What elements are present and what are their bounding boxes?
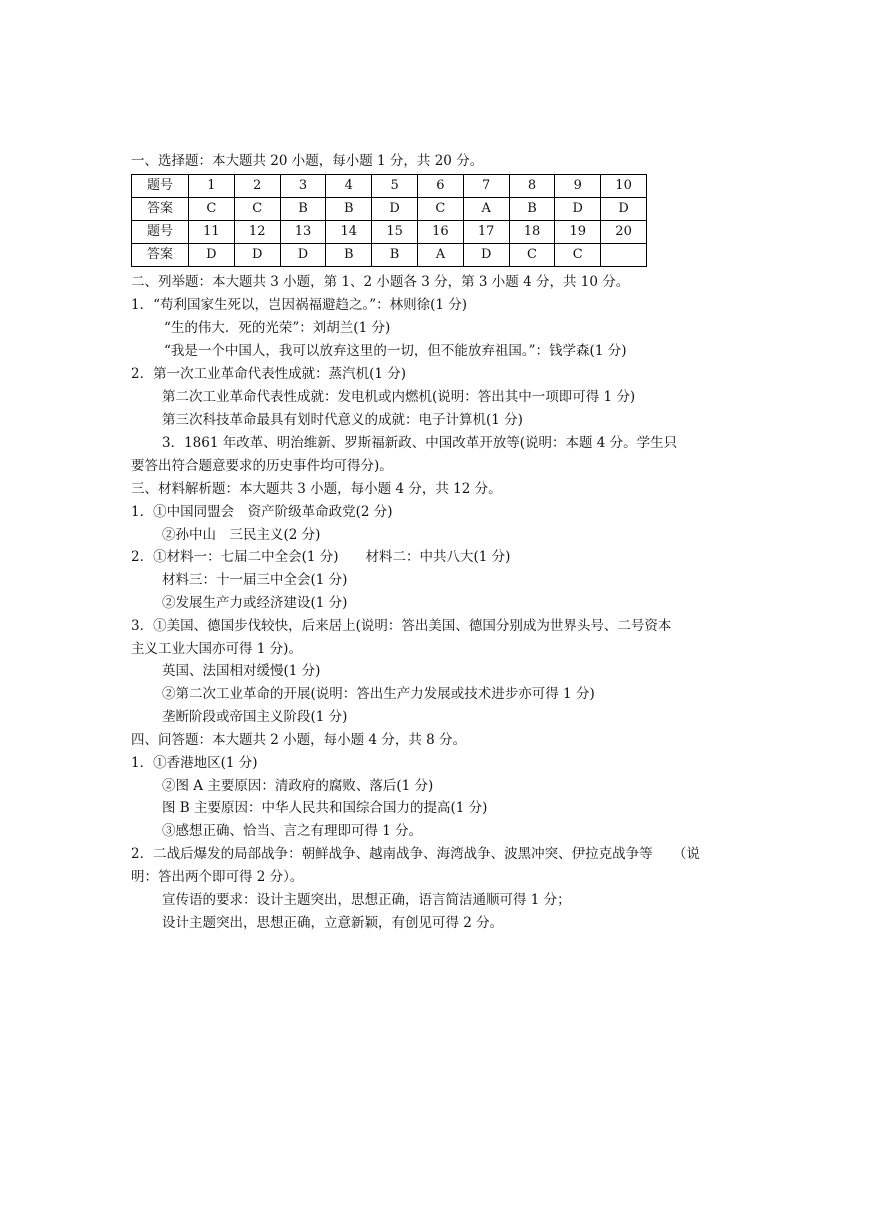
answer-line: 宣传语的要求：设计主题突出，思想正确，语言简洁通顺可得 1 分； <box>162 892 571 908</box>
table-cell: B <box>326 244 372 267</box>
table-row <box>132 175 647 198</box>
table-cell: 11 <box>189 221 235 244</box>
answer-table <box>131 174 647 267</box>
answer-line: 明：答出两个即可得 2 分）。 <box>131 869 304 885</box>
table-cell: 6 <box>417 175 463 198</box>
table-cell: B <box>326 198 372 221</box>
table-cell: B <box>372 244 418 267</box>
answer-line: 1．①中国同盟会 资产阶级革命政党(2 分) <box>131 504 393 520</box>
table-cell: C <box>417 198 463 221</box>
table-cell: D <box>463 244 509 267</box>
table-cell: 20 <box>601 221 647 244</box>
answer-line: 3．1861 年改革、明治维新、罗斯福新政、中国改革开放等(说明：本题 4 分。学生只 <box>162 435 678 451</box>
answer-line: ②图 A 主要原因：清政府的腐败、落后(1 分) <box>162 778 434 794</box>
table-cell: 1 <box>189 175 235 198</box>
table-cell: 9 <box>555 175 601 198</box>
table-cell: 10 <box>601 175 647 198</box>
table-cell: 7 <box>463 175 509 198</box>
answer-line: ②发展生产力或经济建设(1 分) <box>162 595 348 611</box>
answer-line: 1．①香港地区(1 分) <box>131 755 258 771</box>
table-cell: 题号 <box>132 175 189 198</box>
table-cell: 4 <box>326 175 372 198</box>
answer-line: 图 B 主要原因：中华人民共和国综合国力的提高(1 分) <box>162 800 488 816</box>
table-cell: 18 <box>509 221 555 244</box>
table-row <box>132 244 647 267</box>
table-cell: 8 <box>509 175 555 198</box>
table-cell <box>601 244 647 267</box>
table-cell: B <box>509 198 555 221</box>
answer-line: 主义工业大国亦可得 1 分)。 <box>131 641 302 657</box>
table-cell: 答案 <box>132 198 189 221</box>
table-cell: 2 <box>234 175 280 198</box>
table-cell: C <box>234 198 280 221</box>
answer-line: 2．二战后爆发的局部战争：朝鲜战争、越南战争、海湾战争、波黑冲突、伊拉克战争等 （说 <box>131 846 700 862</box>
table-cell: C <box>189 198 235 221</box>
answer-line: ②孙中山 三民主义(2 分) <box>162 527 321 543</box>
answer-line: 3．①美国、德国步伐较快，后来居上(说明：答出美国、德国分别成为世界头号、二号资本 <box>131 618 672 634</box>
table-cell: 17 <box>463 221 509 244</box>
table-cell: 13 <box>280 221 326 244</box>
table-cell: A <box>463 198 509 221</box>
section4-title: 四、问答题：本大题共 2 小题，每小题 4 分，共 8 分。 <box>131 732 467 748</box>
table-cell: D <box>555 198 601 221</box>
table-row <box>132 221 647 244</box>
table-cell: D <box>189 244 235 267</box>
table-cell: 19 <box>555 221 601 244</box>
answer-line: 要答出符合题意要求的历史事件均可得分)。 <box>131 458 393 474</box>
table-cell: 3 <box>280 175 326 198</box>
answer-line: “我是一个中国人，我可以放弃这里的一切，但不能放弃祖国。”：钱学森(1 分) <box>164 343 627 359</box>
table-cell: 5 <box>372 175 418 198</box>
answer-line: 第二次工业革命代表性成就：发电机或内燃机(说明：答出其中一项即可得 1 分) <box>162 389 636 405</box>
table-cell: D <box>280 244 326 267</box>
answer-line: 材料三：十一届三中全会(1 分) <box>162 572 348 588</box>
answer-line: 垄断阶段或帝国主义阶段(1 分) <box>162 709 348 725</box>
answer-line: ②第二次工业革命的开展(说明：答出生产力发展或技术进步亦可得 1 分) <box>162 686 595 702</box>
table-cell: 15 <box>372 221 418 244</box>
table-cell: 答案 <box>132 244 189 267</box>
table-cell: 14 <box>326 221 372 244</box>
table-cell: D <box>372 198 418 221</box>
answer-line: 设计主题突出，思想正确，立意新颖，有创见可得 2 分。 <box>162 915 504 931</box>
table-cell: C <box>509 244 555 267</box>
table-cell: 12 <box>234 221 280 244</box>
table-cell: C <box>555 244 601 267</box>
section2-title: 二、列举题：本大题共 3 小题，第 1、2 小题各 3 分，第 3 小题 4 分，共 10 分。 <box>131 274 630 290</box>
table-cell: A <box>417 244 463 267</box>
table-row <box>132 198 647 221</box>
section1-title: 一、选择题：本大题共 20 小题，每小题 1 分，共 20 分。 <box>131 153 484 169</box>
table-cell: D <box>234 244 280 267</box>
answer-line: ③感想正确、恰当、言之有理即可得 1 分。 <box>162 823 423 839</box>
answer-line: 2．第一次工业革命代表性成就：蒸汽机(1 分) <box>131 366 407 382</box>
answer-line: 第三次科技革命最具有划时代意义的成就：电子计算机(1 分) <box>162 412 523 428</box>
answer-line: 1．“苟利国家生死以，岂因祸福避趋之。”：林则徐(1 分) <box>131 297 468 313</box>
table-cell: 题号 <box>132 221 189 244</box>
answer-line: 2．①材料一：七届二中全会(1 分) 材料二：中共八大(1 分) <box>131 549 511 565</box>
section3-title: 三、材料解析题：本大题共 3 小题，每小题 4 分，共 12 分。 <box>131 481 502 497</box>
table-cell: D <box>601 198 647 221</box>
answer-line: 英国、法国相对缓慢(1 分) <box>162 663 321 679</box>
answer-line: “生的伟大．死的光荣”：刘胡兰(1 分) <box>164 320 391 336</box>
table-cell: B <box>280 198 326 221</box>
table-cell: 16 <box>417 221 463 244</box>
